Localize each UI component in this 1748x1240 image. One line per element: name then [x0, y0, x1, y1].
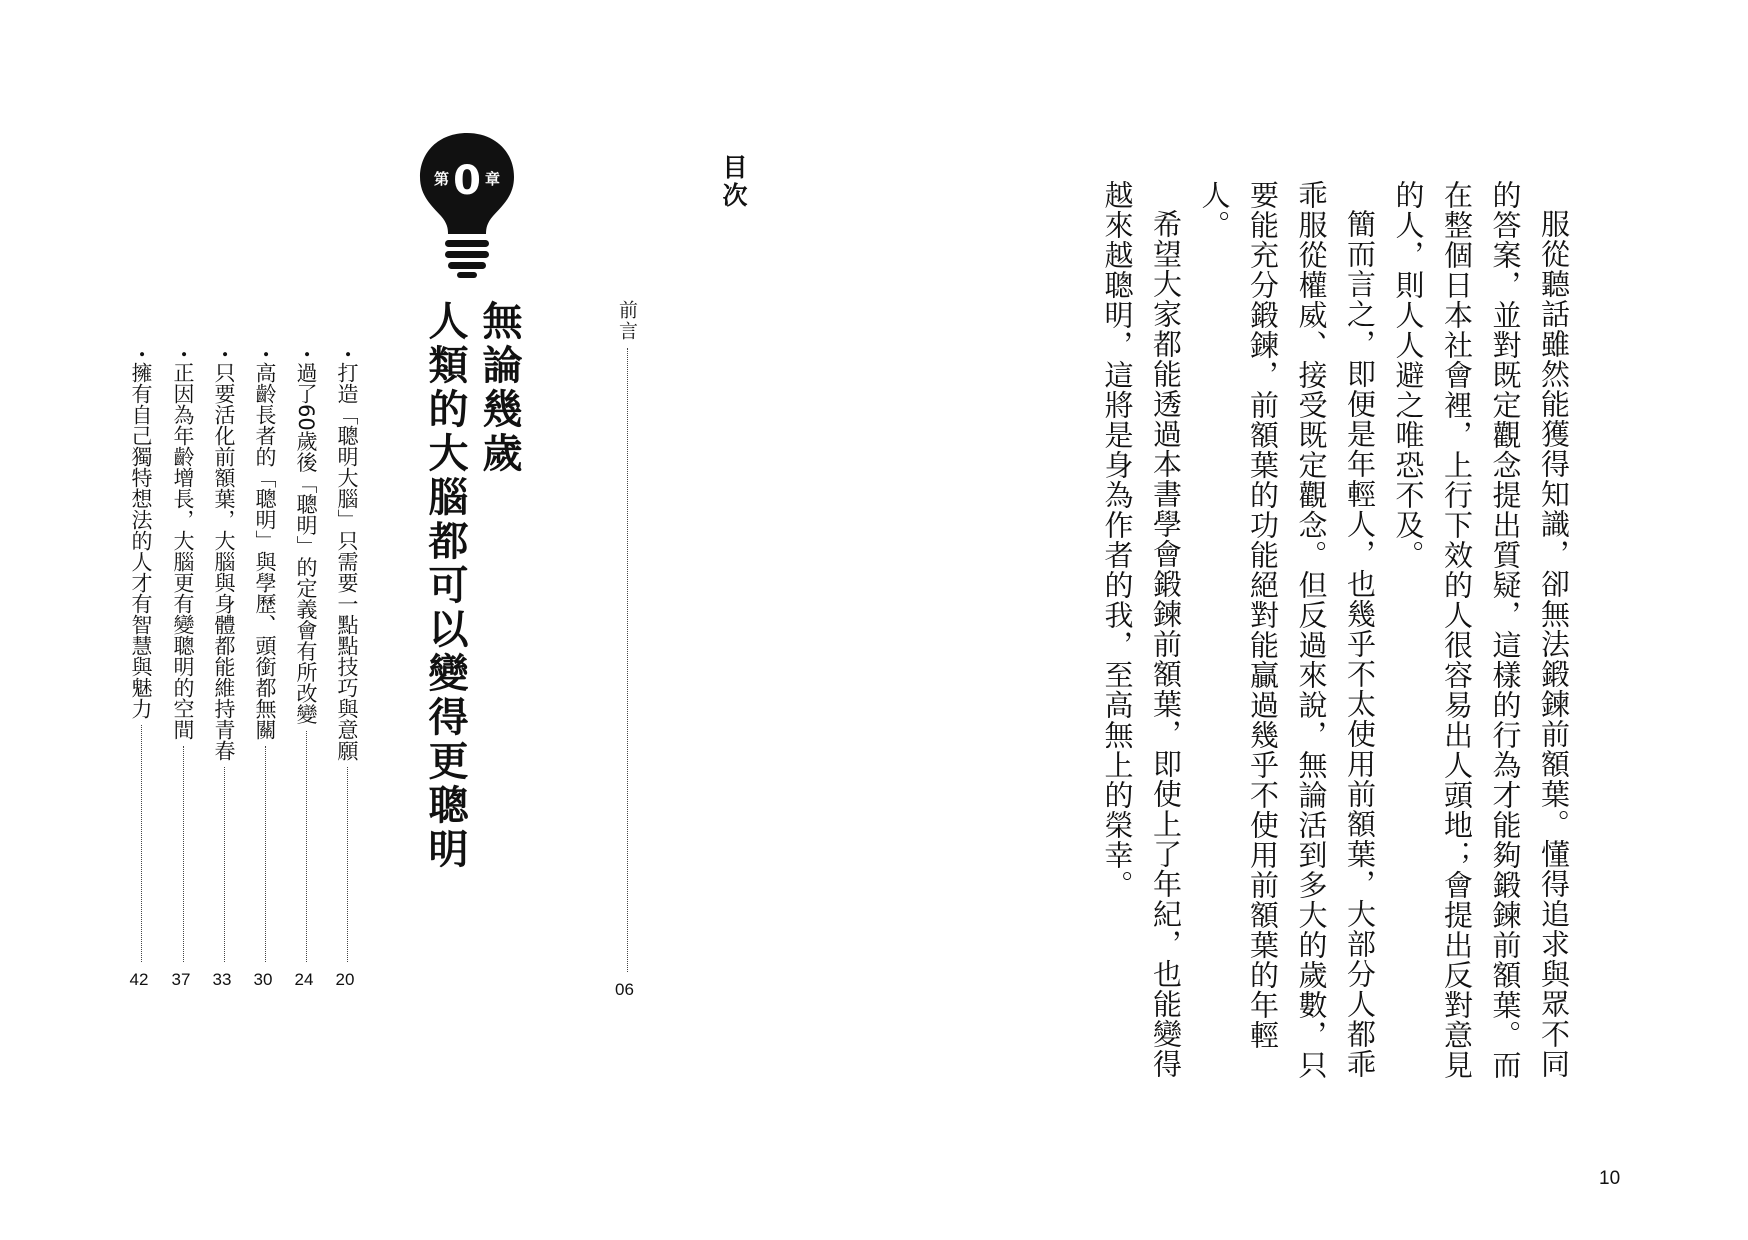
paragraph: 希望大家都能透過本書學會鍛鍊前額葉，即使上了年紀，也能變得越來越聰明，這將是身為作者的我，至高無上的榮幸。: [1100, 180, 1183, 1079]
bullet: •: [257, 350, 273, 359]
chapter-title-line2: 人類的大腦都可以變得更聰明: [422, 300, 468, 872]
bullet: •: [339, 350, 355, 359]
lightbulb-chapter-icon: [417, 130, 517, 278]
paragraph: 簡而言之，即便是年輕人，也幾乎不太使用前額葉，大部分人都乖乖服從權威、接受既定觀念。但反過來說，無論活到多大的歲數，只要能充分鍛鍊，前額葉的功能絕對能贏過幾乎不使用前額葉的年輕人。: [1197, 180, 1377, 1080]
toc-item-page: 33: [212, 970, 232, 989]
toc-item-label: 正因為年齡增長，大腦更有變聰明的空間: [171, 362, 195, 741]
leader-dots: [306, 731, 307, 962]
toc-entry-preface[interactable]: [614, 300, 641, 1000]
toc-item-page: 30: [253, 970, 273, 989]
leader-dots: [347, 767, 348, 962]
toc-item[interactable]: [293, 350, 319, 990]
chapter-badge-prefix: 第: [434, 170, 450, 188]
toc-item-label: 打造「聰明大腦」只需要一點點技巧與意願: [335, 362, 359, 762]
bullet: •: [298, 350, 314, 359]
chapter-badge-suffix: 章: [485, 170, 501, 188]
toc-item-label: 只要活化前額葉，大腦與身體都能維持青春: [212, 362, 236, 762]
toc-item-label: 擁有自己獨特想法的人才有智慧與魅力: [129, 362, 153, 720]
chapter-title-line1: 無論幾歲: [476, 300, 522, 476]
toc-item-page: 20: [335, 970, 355, 989]
leader-dots: [141, 725, 142, 962]
toc-item-page: 37: [171, 970, 191, 989]
bullet: •: [133, 350, 149, 359]
toc-entry-page: 06: [615, 980, 634, 999]
leader-dots: [224, 767, 225, 962]
leader-dots: [627, 348, 628, 972]
toc-heading: 目次: [719, 154, 748, 210]
page-number: 10: [1599, 1168, 1621, 1189]
toc-item-label: 過了60歲後「聰明」的定義會有所改變: [294, 362, 318, 725]
toc-item-label: 高齡長者的「聰明」與學歷、頭銜都無關: [253, 362, 277, 741]
bullet: •: [175, 350, 191, 359]
leader-dots: [183, 746, 184, 962]
toc-item[interactable]: [170, 350, 196, 990]
toc-entry-label: 前言: [616, 300, 638, 342]
toc-item[interactable]: [334, 350, 360, 990]
chapter-title[interactable]: [418, 300, 526, 872]
body-text: [1093, 180, 1578, 1080]
toc-item[interactable]: [211, 350, 237, 990]
text-page: [874, 0, 1748, 1240]
toc-item[interactable]: [252, 350, 278, 990]
leader-dots: [265, 746, 266, 962]
bullet: •: [216, 350, 232, 359]
toc-item-page: 42: [129, 970, 149, 989]
toc-item-page: 24: [294, 970, 314, 989]
chapter-badge-number: 0: [453, 158, 481, 204]
toc-item[interactable]: [128, 350, 154, 990]
paragraph: 服從聽話雖然能獲得知識，卻無法鍛鍊前額葉。懂得追求與眾不同的答案，並對既定觀念提出質疑，這樣的行為才能夠鍛鍊前額葉。而在整個日本社會裡，上行下效的人很容易出人頭地；會提出反對意見的人，則人人避之唯恐不及。: [1391, 180, 1571, 1080]
